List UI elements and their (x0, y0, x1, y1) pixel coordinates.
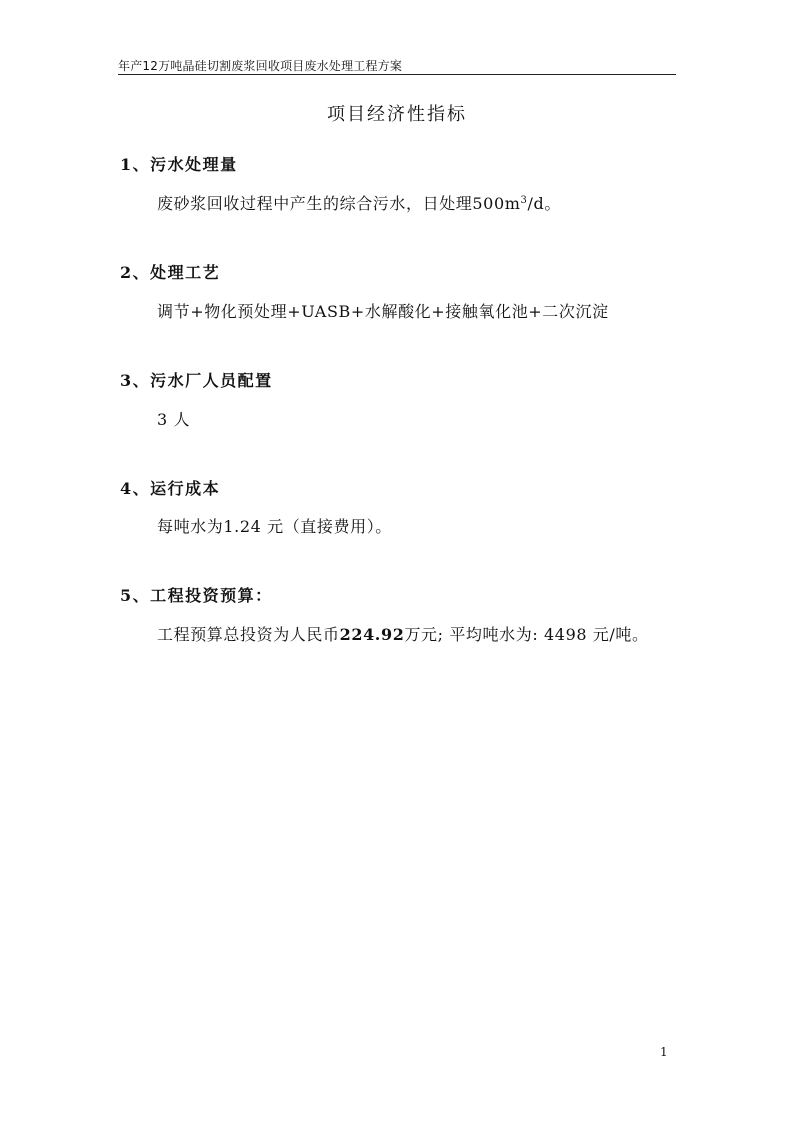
page-number: 1 (660, 1045, 668, 1059)
section-heading-1: 1、污水处理量 (120, 155, 238, 174)
section-body-5 (157, 622, 649, 645)
section-body-5-text: 工程预算总投资为人民币 (157, 625, 340, 644)
section-body-1-unit: /d。 (527, 194, 561, 213)
section-body-5-rest: 万元; 平均吨水为: 4498 元/吨。 (404, 625, 649, 644)
page-title: 项目经济性指标 (327, 104, 467, 125)
section-heading-4: 4、运行成本 (120, 479, 221, 498)
section-heading-5: 5、工程投资预算： (120, 586, 273, 605)
header-text: 年产12万吨晶硅切割废浆回收项目废水处理工程方案 (118, 59, 403, 73)
section-heading-2: 2、处理工艺 (120, 263, 221, 282)
section-body-3: 3 人 (157, 410, 191, 429)
investment-amount: 224.92 (339, 625, 405, 644)
page-header (118, 56, 676, 75)
section-body-1-superscript: 3 (520, 195, 528, 206)
section-body-1-text: 废砂浆回收过程中产生的综合污水，日处理500m (157, 194, 521, 213)
section-body-2: 调节+物化预处理+UASB+水解酸化+接触氧化池+二次沉淀 (157, 302, 609, 321)
section-heading-3: 3、污水厂人员配置 (120, 371, 273, 390)
section-body-1 (157, 191, 561, 214)
section-body-4: 每吨水为1.24 元（直接费用）。 (157, 517, 392, 536)
